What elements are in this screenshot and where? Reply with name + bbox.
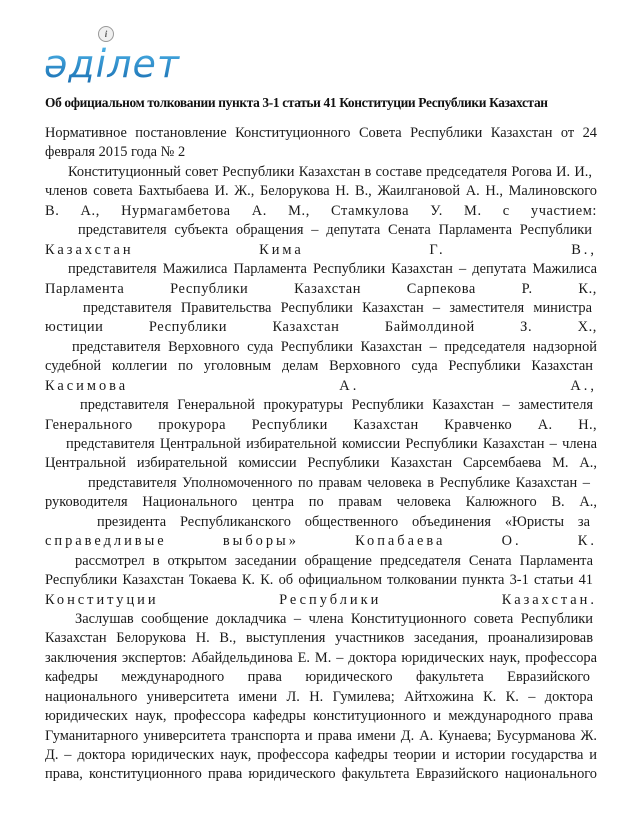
text-line: президента Республиканского общественного объединения «Юристы за — [97, 513, 590, 530]
text-line: Д. – доктора юридических наук, профессора кафедры теории и истории государства и — [45, 747, 597, 763]
text-line: представителя Мажилиса Парламента Республики Казахстан – депутата Мажилиса — [68, 261, 597, 278]
document-body — [45, 124, 597, 785]
text-line: юридических наук, профессора кафедры конституционного и международного права — [45, 708, 593, 725]
info-icon: i — [98, 26, 114, 42]
logo-text: әділет — [44, 42, 181, 86]
text-line: Конституционный совет Республики Казахстан в составе председателя Рогова И. И., — [68, 163, 592, 180]
text-line: представителя субъекта обращения – депутата Сената Парламента Республики — [78, 222, 592, 239]
text-line: Заслушав сообщение докладчика – члена Конституционного совета Республики — [75, 610, 593, 627]
text-line: Казахстан Белорукова Н. В., выступления участников заседания, проанализировав — [45, 630, 593, 647]
adilet-logo[interactable] — [44, 29, 181, 86]
text-line: Парламента Республики Казахстан Сарпекова Р. К., — [45, 280, 597, 297]
text-line: национального университета имени Л. Н. Гумилева; Айтхожина К. К. – доктора — [45, 688, 593, 705]
text-line: Нормативное постановление Конституционного Совета Республики Казахстан от 24 — [45, 125, 597, 141]
text-line: руководителя Национального центра по правам человека Калюжного В. А., — [45, 494, 597, 511]
text-line: справедливые выборы» Копабаева О. К. — [45, 533, 597, 550]
text-line: Республики Казахстан Токаева К. К. об официальном толковании пункта 3-1 статьи 41 — [45, 572, 593, 589]
text-line: членов совета Бахтыбаева И. Ж., Белорукова Н. В., Жаилгановой А. Н., Малиновского — [45, 183, 597, 200]
text-line: Казахстан Кима Г. В., — [45, 241, 597, 258]
text-line: Генерального прокурора Республики Казахстан Кравченко А. Н., — [45, 416, 597, 433]
text-line: представителя Уполномоченного по правам человека в Республике Казахстан – — [88, 474, 590, 491]
text-line: представителя Верховного суда Республики Казахстан – председателя надзорной — [72, 338, 597, 355]
text-line: Гуманитарного университета транспорта и права имени Д. А. Кунаева; Бусурманова Ж. — [45, 727, 597, 744]
text-line: Центральной избирательной комиссии Республики Казахстан Сарсембаева М. А., — [45, 455, 597, 472]
text-line: Конституции Республики Казахстан. — [45, 591, 597, 608]
text-line: рассмотрел в открытом заседании обращение председателя Сената Парламента — [75, 552, 593, 569]
text-line: Касимова А. А., — [45, 377, 597, 394]
text-line: представителя Правительства Республики Казахстан – заместителя министра — [83, 299, 592, 316]
document-title: Об официальном толковании пункта 3-1 статьи 41 Конституции Республики Казахстан — [45, 95, 548, 110]
text-line: февраля 2015 года № 2 — [45, 144, 186, 161]
text-line: представителя Центральной избирательной комиссии Республики Казахстан – члена — [66, 436, 597, 452]
text-line: заключения экспертов: Абайдельдинова Е. М. – доктора юридических наук, профессора — [45, 649, 597, 666]
text-line: права, конституционного права юридического факультета Евразийского национального — [45, 766, 597, 783]
text-line: кафедры международного права юридического факультета Евразийского — [45, 669, 590, 686]
text-line: судебной коллегии по уголовным делам Верховного суда Республики Казахстан — [45, 358, 593, 375]
text-line: представителя Генеральной прокуратуры Республики Казахстан – заместителя — [80, 397, 593, 414]
text-line: юстиции Республики Казахстан Баймолдиной З. Х., — [45, 319, 597, 336]
text-line: В. А., Нурмагамбетова А. М., Стамкулова У. М. с участием: — [45, 202, 597, 219]
